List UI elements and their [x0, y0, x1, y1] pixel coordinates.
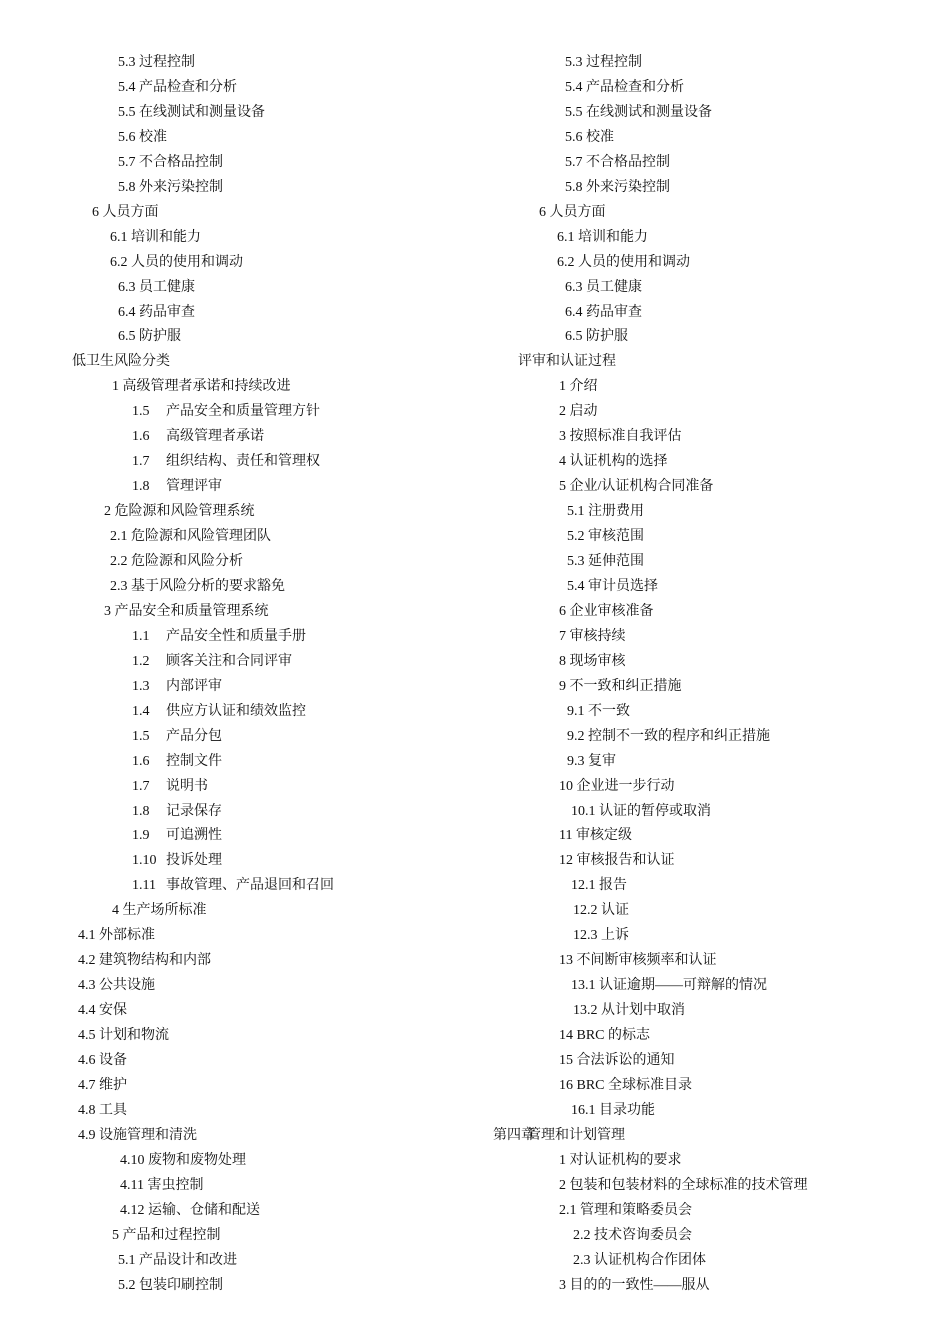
toc-item [571, 803, 711, 821]
toc-item-label: 6.3 员工健康 [118, 280, 195, 295]
toc-item [112, 378, 291, 396]
toc-item [118, 154, 223, 172]
toc-item [118, 79, 237, 97]
toc-item-label: 5.7 不合格品控制 [565, 155, 670, 170]
toc-item [120, 1202, 260, 1220]
toc-item-label: 13.2 从计划中取消 [573, 1003, 685, 1018]
toc-item-label: 低卫生风险分类 [72, 354, 170, 369]
toc-item-number: 1.6 [132, 754, 150, 769]
toc-item [132, 428, 264, 446]
toc-item-number: 1.4 [132, 704, 150, 719]
toc-item-number: 1.9 [132, 828, 150, 843]
toc-item-label: 6 企业审核准备 [559, 604, 654, 619]
toc-item [559, 403, 598, 421]
toc-item [110, 553, 243, 571]
toc-item-label: 4.9 设施管理和清洗 [78, 1128, 197, 1143]
toc-item-number: 1.7 [132, 454, 150, 469]
toc-item-label: 9.1 不一致 [567, 704, 630, 719]
toc-item-label: 5.2 审核范围 [567, 529, 644, 544]
toc-item [559, 852, 675, 870]
toc-item-label: 3 按照标准自我评估 [559, 429, 682, 444]
toc-item [118, 1277, 223, 1295]
toc-item [110, 229, 201, 247]
toc-item-label: 2.3 认证机构合作团体 [573, 1253, 706, 1268]
toc-item-label: 评审和认证过程 [518, 354, 616, 369]
toc-item [573, 902, 629, 920]
toc-item [112, 1227, 221, 1245]
toc-item-label: 控制文件 [166, 754, 222, 769]
toc-item-label: 事故管理、产品退回和召回 [166, 878, 334, 893]
toc-item-label: 13.1 认证逾期——可辩解的情况 [571, 978, 767, 993]
toc-item [565, 129, 614, 147]
toc-item-label: 6.5 防护服 [565, 329, 628, 344]
toc-item [559, 603, 654, 621]
toc-item [132, 827, 222, 845]
toc-item-label: 12.3 上诉 [573, 928, 629, 943]
toc-item-number: 1.6 [132, 429, 150, 444]
toc-item-label: 9.3 复审 [567, 754, 616, 769]
toc-item-label: 16.1 目录功能 [571, 1103, 655, 1118]
toc-item-label: 5.5 在线测试和测量设备 [565, 105, 712, 120]
toc-item-label: 5.6 校准 [565, 130, 614, 145]
toc-item [559, 1177, 808, 1195]
toc-item [567, 528, 644, 546]
toc-item-label: 6.1 培训和能力 [557, 230, 648, 245]
toc-item [118, 1252, 237, 1270]
toc-item [567, 503, 644, 521]
toc-item [493, 1127, 625, 1145]
toc-item-label: 5.8 外来污染控制 [565, 180, 670, 195]
toc-item-label: 2.2 危险源和风险分析 [110, 554, 243, 569]
toc-item-label: 2 包装和包装材料的全球标准的技术管理 [559, 1178, 808, 1193]
toc-item [567, 728, 770, 746]
toc-item-label: 4.1 外部标准 [78, 928, 155, 943]
toc-item [559, 678, 682, 696]
toc-item-label: 15 合法诉讼的通知 [559, 1053, 675, 1068]
toc-item-label: 5 企业/认证机构合同准备 [559, 479, 714, 494]
toc-item-label: 可追溯性 [166, 828, 222, 843]
toc-item-label: 管理和计划管理 [527, 1128, 625, 1143]
toc-item-label: 4.3 公共设施 [78, 978, 155, 993]
toc-item-label: 4 认证机构的选择 [559, 454, 668, 469]
toc-item [132, 728, 222, 746]
toc-item-number: 1.11 [132, 878, 156, 893]
toc-item [573, 927, 629, 945]
toc-item [132, 753, 222, 771]
toc-item [118, 179, 223, 197]
toc-item-number: 1.5 [132, 404, 150, 419]
toc-item-label: 5.8 外来污染控制 [118, 180, 223, 195]
toc-item-label: 3 目的的一致性——服从 [559, 1278, 710, 1293]
toc-item [559, 778, 675, 796]
toc-item [78, 1127, 197, 1145]
toc-item [110, 578, 285, 596]
toc-item [78, 977, 155, 995]
toc-item [565, 104, 712, 122]
toc-item-label: 4.12 运输、仓储和配送 [120, 1203, 260, 1218]
toc-item [132, 852, 222, 870]
toc-item-label: 5.4 产品检查和分析 [118, 80, 237, 95]
toc-item-label: 5 产品和过程控制 [112, 1228, 221, 1243]
toc-item-label: 2.3 基于风险分析的要求豁免 [110, 579, 285, 594]
toc-item [112, 902, 207, 920]
toc-item [559, 428, 682, 446]
toc-item-label: 4.10 废物和废物处理 [120, 1153, 246, 1168]
toc-item [132, 703, 306, 721]
toc-item-label: 13 不间断审核频率和认证 [559, 953, 717, 968]
toc-item [132, 678, 222, 696]
toc-item-label: 6.4 药品审查 [118, 305, 195, 320]
toc-item-label: 组织结构、责任和管理权 [166, 454, 320, 469]
toc-item [559, 453, 668, 471]
toc-item-label: 管理评审 [166, 479, 222, 494]
toc-item [559, 653, 626, 671]
toc-item [118, 304, 195, 322]
toc-item-label: 2 危险源和风险管理系统 [104, 504, 255, 519]
toc-item-label: 投诉处理 [166, 853, 222, 868]
toc-item-label: 14 BRC 的标志 [559, 1028, 651, 1043]
toc-item-label: 6 人员方面 [539, 205, 606, 220]
toc-item [78, 1102, 127, 1120]
toc-item [132, 453, 320, 471]
toc-item [118, 129, 167, 147]
toc-item [118, 328, 181, 346]
toc-item-label: 记录保存 [166, 804, 222, 819]
toc-item-label: 顾客关注和合同评审 [166, 654, 292, 669]
toc-item [559, 378, 598, 396]
toc-item [559, 1052, 675, 1070]
toc-item [118, 104, 265, 122]
toc-item-label: 5.3 延伸范围 [567, 554, 644, 569]
toc-item-label: 2 启动 [559, 404, 598, 419]
toc-item [132, 778, 208, 796]
toc-item-label: 5.3 过程控制 [118, 55, 195, 70]
toc-item [132, 877, 334, 895]
toc-item [559, 1152, 682, 1170]
toc-item [573, 1252, 706, 1270]
toc-item-number: 1.1 [132, 629, 150, 644]
toc-item-label: 6.2 人员的使用和调动 [110, 255, 243, 270]
toc-item-label: 1 高级管理者承诺和持续改进 [112, 379, 291, 394]
toc-item [565, 328, 628, 346]
toc-item [565, 79, 684, 97]
toc-item-label: 5.4 审计员选择 [567, 579, 658, 594]
toc-item-label: 1 对认证机构的要求 [559, 1153, 682, 1168]
toc-item-label: 5.1 注册费用 [567, 504, 644, 519]
toc-item-label: 4.2 建筑物结构和内部 [78, 953, 211, 968]
toc-item [565, 279, 642, 297]
toc-item-label: 16 BRC 全球标准目录 [559, 1078, 693, 1093]
toc-item-label: 6.3 员工健康 [565, 280, 642, 295]
toc-item-label: 8 现场审核 [559, 654, 626, 669]
toc-item [565, 179, 670, 197]
toc-item [573, 1002, 685, 1020]
toc-item [78, 1002, 127, 1020]
toc-item [571, 877, 627, 895]
toc-item-label: 1 介绍 [559, 379, 598, 394]
toc-item [559, 1077, 692, 1095]
toc-item [78, 1027, 169, 1045]
toc-item [559, 1027, 650, 1045]
toc-item-label: 产品安全和质量管理方针 [166, 404, 320, 419]
toc-item-label: 4.6 设备 [78, 1053, 127, 1068]
toc-item [559, 952, 717, 970]
toc-item-label: 11 审核定级 [559, 828, 632, 843]
toc-item [557, 254, 690, 272]
toc-item-number: 1.7 [132, 779, 150, 794]
toc-item [72, 353, 170, 371]
toc-item-label: 产品分包 [166, 729, 222, 744]
toc-item-label: 6.4 药品审查 [565, 305, 642, 320]
toc-item-label: 6.1 培训和能力 [110, 230, 201, 245]
toc-item-number: 第四章 [493, 1128, 535, 1143]
toc-item-label: 12.2 认证 [573, 903, 629, 918]
toc-item-label: 供应方认证和绩效监控 [166, 704, 306, 719]
toc-item [559, 628, 626, 646]
toc-item-number: 1.2 [132, 654, 150, 669]
toc-item-label: 9 不一致和纠正措施 [559, 679, 682, 694]
toc-item-number: 1.10 [132, 853, 157, 868]
toc-item-label: 4.5 计划和物流 [78, 1028, 169, 1043]
toc-item [565, 154, 670, 172]
toc-item [132, 478, 222, 496]
toc-item-label: 5.3 过程控制 [565, 55, 642, 70]
toc-item-label: 9.2 控制不一致的程序和纠正措施 [567, 729, 770, 744]
toc-item-label: 5.2 包装印刷控制 [118, 1278, 223, 1293]
toc-item [565, 304, 642, 322]
toc-item [78, 927, 155, 945]
toc-item-label: 说明书 [166, 779, 208, 794]
toc-item [132, 403, 320, 421]
toc-item [567, 703, 630, 721]
toc-item [559, 827, 632, 845]
toc-item-label: 5.7 不合格品控制 [118, 155, 223, 170]
toc-item [132, 653, 292, 671]
toc-item-label: 5.5 在线测试和测量设备 [118, 105, 265, 120]
toc-item [573, 1227, 692, 1245]
toc-item [92, 204, 159, 222]
toc-item-label: 产品安全性和质量手册 [166, 629, 306, 644]
toc-item-label: 6.5 防护服 [118, 329, 181, 344]
toc-item-label: 6.2 人员的使用和调动 [557, 255, 690, 270]
toc-item-label: 4.8 工具 [78, 1103, 127, 1118]
toc-item-label: 7 审核持续 [559, 629, 626, 644]
toc-item-number: 1.5 [132, 729, 150, 744]
toc-item [120, 1177, 203, 1195]
toc-item [118, 279, 195, 297]
toc-item [110, 254, 243, 272]
toc-item-label: 4 生产场所标准 [112, 903, 207, 918]
toc-item [78, 1052, 127, 1070]
toc-item [559, 1202, 692, 1220]
toc-item [559, 478, 713, 496]
toc-item-label: 4.11 害虫控制 [120, 1178, 204, 1193]
toc-item [132, 628, 306, 646]
toc-item-label: 4.7 维护 [78, 1078, 127, 1093]
toc-item [118, 54, 195, 72]
toc-item-label: 12 审核报告和认证 [559, 853, 675, 868]
toc-item-label: 2.2 技术咨询委员会 [573, 1228, 692, 1243]
toc-item-label: 12.1 报告 [571, 878, 627, 893]
toc-item-number: 1.8 [132, 479, 150, 494]
toc-item [110, 528, 271, 546]
toc-item [559, 1277, 710, 1295]
toc-item-number: 1.3 [132, 679, 150, 694]
toc-item-label: 5.1 产品设计和改进 [118, 1253, 237, 1268]
toc-item-label: 10 企业进一步行动 [559, 779, 675, 794]
toc-item [104, 503, 255, 521]
toc-item-label: 5.6 校准 [118, 130, 167, 145]
toc-item [567, 553, 644, 571]
toc-item [539, 204, 606, 222]
toc-item-number: 1.8 [132, 804, 150, 819]
toc-item-label: 2.1 管理和策略委员会 [559, 1203, 692, 1218]
toc-item-label: 2.1 危险源和风险管理团队 [110, 529, 271, 544]
toc-item-label: 4.4 安保 [78, 1003, 127, 1018]
toc-item-label: 高级管理者承诺 [166, 429, 264, 444]
toc-item [518, 353, 616, 371]
toc-item [567, 578, 658, 596]
toc-item [571, 1102, 655, 1120]
toc-item [78, 952, 211, 970]
toc-item-label: 内部评审 [166, 679, 222, 694]
toc-item-label: 10.1 认证的暂停或取消 [571, 804, 711, 819]
toc-item [104, 603, 269, 621]
toc-item-label: 5.4 产品检查和分析 [565, 80, 684, 95]
toc-item [78, 1077, 127, 1095]
toc-item [571, 977, 767, 995]
toc-item [565, 54, 642, 72]
toc-item [557, 229, 648, 247]
toc-item [567, 753, 616, 771]
toc-item-label: 3 产品安全和质量管理系统 [104, 604, 269, 619]
toc-item-label: 6 人员方面 [92, 205, 159, 220]
toc-item [132, 803, 222, 821]
toc-item [120, 1152, 246, 1170]
